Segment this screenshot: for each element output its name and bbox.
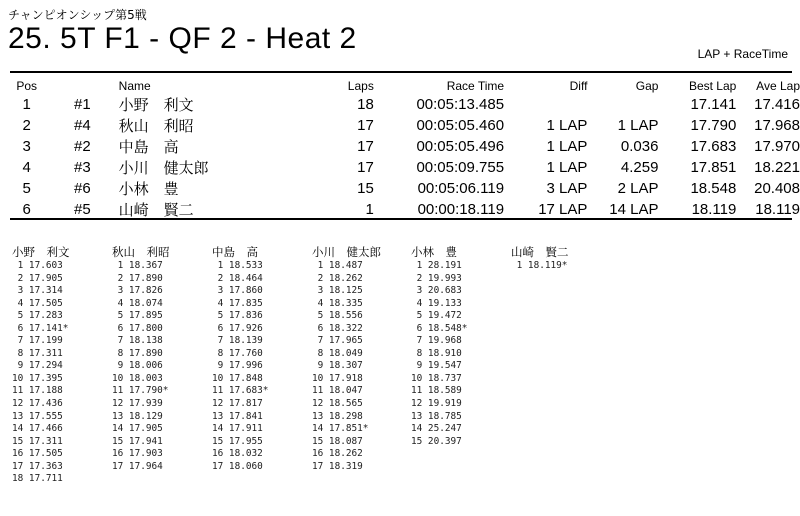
cell-diff	[504, 94, 587, 115]
col-header-diff: Diff	[569, 79, 588, 93]
cell-ave-lap: 17.416	[754, 96, 800, 113]
col-header-ave-lap: Ave Lap	[756, 79, 800, 93]
lap-time-entry: 15 17.941	[112, 435, 163, 447]
lap-time-entry: 2 19.993	[411, 272, 462, 284]
cell-best-lap: 17.683	[690, 138, 737, 155]
lap-column	[212, 244, 312, 473]
cell-laps: 1	[365, 201, 374, 218]
cell-gap: 0.036	[620, 138, 659, 155]
divider-top	[10, 71, 792, 73]
lap-time-entry: 2 18.262	[312, 272, 363, 284]
lap-time-entry: 8 17.311	[12, 347, 63, 359]
lap-time-entry: 17 18.319	[312, 460, 363, 472]
lap-time-entry: 17 17.363	[12, 460, 63, 472]
cell-best-lap: 17.790	[690, 117, 737, 134]
lap-time-entry: 11 18.589	[411, 385, 462, 397]
lap-time-entry: 7 19.968	[411, 335, 462, 347]
cell-pos: 6	[22, 201, 31, 218]
lap-list	[212, 260, 312, 473]
lap-column-driver-name: 中島 高	[212, 245, 258, 259]
cell-ave-lap: 17.968	[754, 117, 800, 134]
lap-time-entry: 3 17.314	[12, 285, 63, 297]
lap-time-entry: 16 17.903	[112, 448, 163, 460]
cell-diff: 17 LAP	[538, 201, 588, 218]
lap-time-entry: 4 18.335	[312, 297, 363, 309]
lap-time-entry: 5 17.895	[112, 310, 163, 322]
table-row	[14, 178, 800, 199]
lap-time-entry: 4 18.074	[112, 297, 163, 309]
lap-time-entry: 5 17.283	[12, 310, 63, 322]
lap-column	[12, 244, 112, 486]
cell-ave-lap: 17.970	[754, 138, 800, 155]
lap-time-entry: 9 17.996	[212, 360, 263, 372]
lap-column-driver-name: 秋山 利昭	[112, 245, 170, 259]
table-row	[14, 115, 800, 136]
cell-diff: 1 LAP	[546, 159, 588, 176]
lap-column-driver-name: 小野 利文	[12, 245, 70, 259]
lap-time-entry: 12 18.565	[312, 398, 363, 410]
lap-time-entry: 3 17.826	[112, 285, 163, 297]
cell-laps: 17	[357, 159, 374, 176]
lap-time-entry: 16 17.505	[12, 448, 63, 460]
lap-time-entry: 6 18.548*	[411, 322, 468, 334]
table-row	[14, 199, 800, 220]
lap-time-entry: 10 17.395	[12, 372, 63, 384]
lap-time-entry: 16 18.262	[312, 448, 363, 460]
lap-time-entry: 1 18.367	[112, 260, 163, 271]
cell-race-time: 00:05:06.119	[417, 180, 505, 197]
cell-gap	[587, 94, 658, 115]
lap-time-entry: 4 17.835	[212, 297, 263, 309]
cell-race-time: 00:05:13.485	[416, 96, 505, 113]
cell-name: 山崎 賢二	[118, 202, 194, 219]
lap-time-entry: 1 17.603	[12, 260, 63, 271]
lap-time-entry: 12 19.919	[411, 398, 462, 410]
race-title: 25. 5T F1 - QF 2 - Heat 2	[8, 22, 357, 55]
lap-time-entry: 13 18.298	[312, 410, 363, 422]
report-mode-label: LAP + RaceTime	[697, 47, 788, 61]
cell-number: #3	[73, 159, 91, 176]
lap-time-entry: 1 18.487	[312, 260, 363, 271]
cell-number: #1	[73, 96, 91, 113]
lap-time-entry: 14 17.905	[112, 423, 163, 435]
lap-time-entry: 2 17.890	[112, 272, 163, 284]
cell-race-time: 00:05:05.460	[416, 117, 505, 134]
lap-list	[312, 260, 412, 473]
lap-time-entry: 10 17.918	[312, 372, 363, 384]
cell-gap: 2 LAP	[617, 180, 659, 197]
lap-time-entry: 17 17.964	[112, 460, 163, 472]
lap-time-entry: 18 17.711	[12, 473, 63, 485]
cell-diff: 3 LAP	[546, 180, 588, 197]
lap-time-entry: 2 17.905	[12, 272, 63, 284]
cell-pos: 2	[22, 117, 31, 134]
cell-best-lap: 17.141	[690, 96, 737, 113]
cell-number: #4	[73, 117, 91, 134]
lap-time-entry: 12 17.939	[112, 398, 163, 410]
lap-time-entry: 8 17.890	[112, 347, 163, 359]
cell-gap: 1 LAP	[617, 117, 659, 134]
lap-time-entry: 7 18.139	[212, 335, 263, 347]
col-header-race-time: Race Time	[446, 79, 505, 93]
lap-time-entry: 3 17.860	[212, 285, 263, 297]
lap-list	[411, 260, 511, 448]
lap-column-driver-name: 山崎 賢二	[511, 245, 569, 259]
lap-time-entry: 5 18.556	[312, 310, 363, 322]
table-row	[14, 157, 800, 178]
lap-time-entry: 14 25.247	[411, 423, 462, 435]
cell-race-time: 00:00:18.119	[417, 201, 505, 218]
lap-time-entry: 15 18.087	[312, 435, 363, 447]
lap-column	[511, 244, 611, 273]
lap-column-driver-name: 小林 豊	[411, 245, 457, 259]
lap-column	[312, 244, 412, 473]
lap-time-entry: 10 18.737	[411, 372, 462, 384]
cell-name: 小野 利文	[118, 97, 194, 114]
lap-time-entry: 6 18.322	[312, 322, 363, 334]
lap-time-entry: 5 19.472	[411, 310, 462, 322]
lap-list	[511, 260, 611, 273]
cell-name: 小川 健太郎	[118, 160, 209, 177]
lap-time-entry: 8 18.049	[312, 347, 363, 359]
results-header-row	[14, 78, 800, 94]
lap-column	[112, 244, 212, 473]
cell-pos: 4	[22, 159, 31, 176]
cell-best-lap: 18.119	[691, 201, 737, 218]
cell-best-lap: 18.548	[690, 180, 737, 197]
cell-race-time: 00:05:05.496	[416, 138, 505, 155]
lap-time-entry: 13 17.841	[212, 410, 263, 422]
lap-time-entry: 6 17.926	[212, 322, 263, 334]
lap-time-entry: 14 17.911	[212, 423, 263, 435]
lap-time-entry: 14 17.466	[12, 423, 63, 435]
cell-race-time: 00:05:09.755	[416, 159, 505, 176]
lap-time-entry: 13 18.785	[411, 410, 462, 422]
cell-pos: 3	[22, 138, 31, 155]
cell-laps: 17	[357, 117, 374, 134]
cell-laps: 18	[357, 96, 374, 113]
cell-number: #2	[73, 138, 91, 155]
cell-diff: 1 LAP	[546, 117, 588, 134]
lap-time-entry: 6 17.800	[112, 322, 163, 334]
lap-time-entry: 17 18.060	[212, 460, 263, 472]
lap-time-entry: 11 17.188	[12, 385, 63, 397]
cell-number: #6	[73, 180, 91, 197]
lap-time-entry: 14 17.851*	[312, 423, 369, 435]
lap-time-entry: 15 17.311	[12, 435, 63, 447]
cell-best-lap: 17.851	[690, 159, 737, 176]
col-header-name: Name	[118, 79, 151, 93]
cell-name: 小林 豊	[118, 181, 179, 198]
lap-time-entry: 16 18.032	[212, 448, 263, 460]
cell-laps: 17	[357, 138, 374, 155]
lap-time-entry: 7 17.965	[312, 335, 363, 347]
lap-time-entry: 1 18.533	[212, 260, 263, 271]
lap-time-entry: 10 18.003	[112, 372, 163, 384]
event-subtitle: チャンピオンシップ第5戦	[8, 8, 147, 22]
lap-time-entry: 4 19.133	[411, 297, 462, 309]
lap-time-entry: 12 17.817	[212, 398, 263, 410]
lap-list	[112, 260, 212, 473]
cell-laps: 15	[357, 180, 374, 197]
cell-pos: 5	[22, 180, 31, 197]
col-header-pos: Pos	[16, 79, 38, 93]
lap-time-entry: 11 17.683*	[212, 385, 269, 397]
lap-time-entry: 15 17.955	[212, 435, 263, 447]
table-row	[14, 136, 800, 157]
lap-time-entry: 9 19.547	[411, 360, 462, 372]
lap-time-entry: 6 17.141*	[12, 322, 69, 334]
divider-bottom	[10, 218, 792, 220]
lap-time-entry: 11 17.790*	[112, 385, 169, 397]
col-header-number	[39, 78, 90, 94]
cell-gap: 14 LAP	[609, 201, 659, 218]
lap-time-entry: 9 18.006	[112, 360, 163, 372]
results-table	[14, 78, 800, 220]
cell-name: 秋山 利昭	[118, 118, 194, 135]
lap-time-entry: 10 17.848	[212, 372, 263, 384]
lap-time-entry: 15 20.397	[411, 435, 462, 447]
lap-time-entry: 1 18.119*	[511, 260, 568, 271]
lap-time-entry: 8 18.910	[411, 347, 462, 359]
cell-number: #5	[73, 201, 91, 218]
table-row	[14, 94, 800, 115]
cell-ave-lap: 18.119	[755, 201, 800, 218]
lap-time-entry: 9 17.294	[12, 360, 63, 372]
lap-time-entry: 3 20.683	[411, 285, 462, 297]
cell-diff: 1 LAP	[546, 138, 588, 155]
col-header-best-lap: Best Lap	[688, 79, 737, 93]
cell-pos: 1	[22, 96, 31, 113]
lap-time-entry: 3 18.125	[312, 285, 363, 297]
lap-time-entry: 2 18.464	[212, 272, 263, 284]
cell-ave-lap: 20.408	[754, 180, 800, 197]
col-header-laps: Laps	[347, 79, 374, 93]
lap-time-entry: 4 17.505	[12, 297, 63, 309]
lap-time-entry: 8 17.760	[212, 347, 263, 359]
lap-time-entry: 1 28.191	[411, 260, 462, 271]
lap-time-entry: 7 17.199	[12, 335, 63, 347]
lap-list	[12, 260, 112, 486]
lap-time-entry: 7 18.138	[112, 335, 163, 347]
lap-column-driver-name: 小川 健太郎	[312, 245, 381, 259]
lap-time-entry: 5 17.836	[212, 310, 263, 322]
lap-time-entry: 9 18.307	[312, 360, 363, 372]
lap-time-entry: 13 18.129	[112, 410, 163, 422]
lap-time-entry: 11 18.047	[312, 385, 363, 397]
cell-gap: 4.259	[620, 159, 659, 176]
col-header-gap: Gap	[635, 79, 659, 93]
lap-column	[411, 244, 511, 448]
lap-time-entry: 12 17.436	[12, 398, 63, 410]
cell-name: 中島 高	[118, 139, 179, 156]
cell-ave-lap: 18.221	[754, 159, 800, 176]
lap-time-entry: 13 17.555	[12, 410, 63, 422]
